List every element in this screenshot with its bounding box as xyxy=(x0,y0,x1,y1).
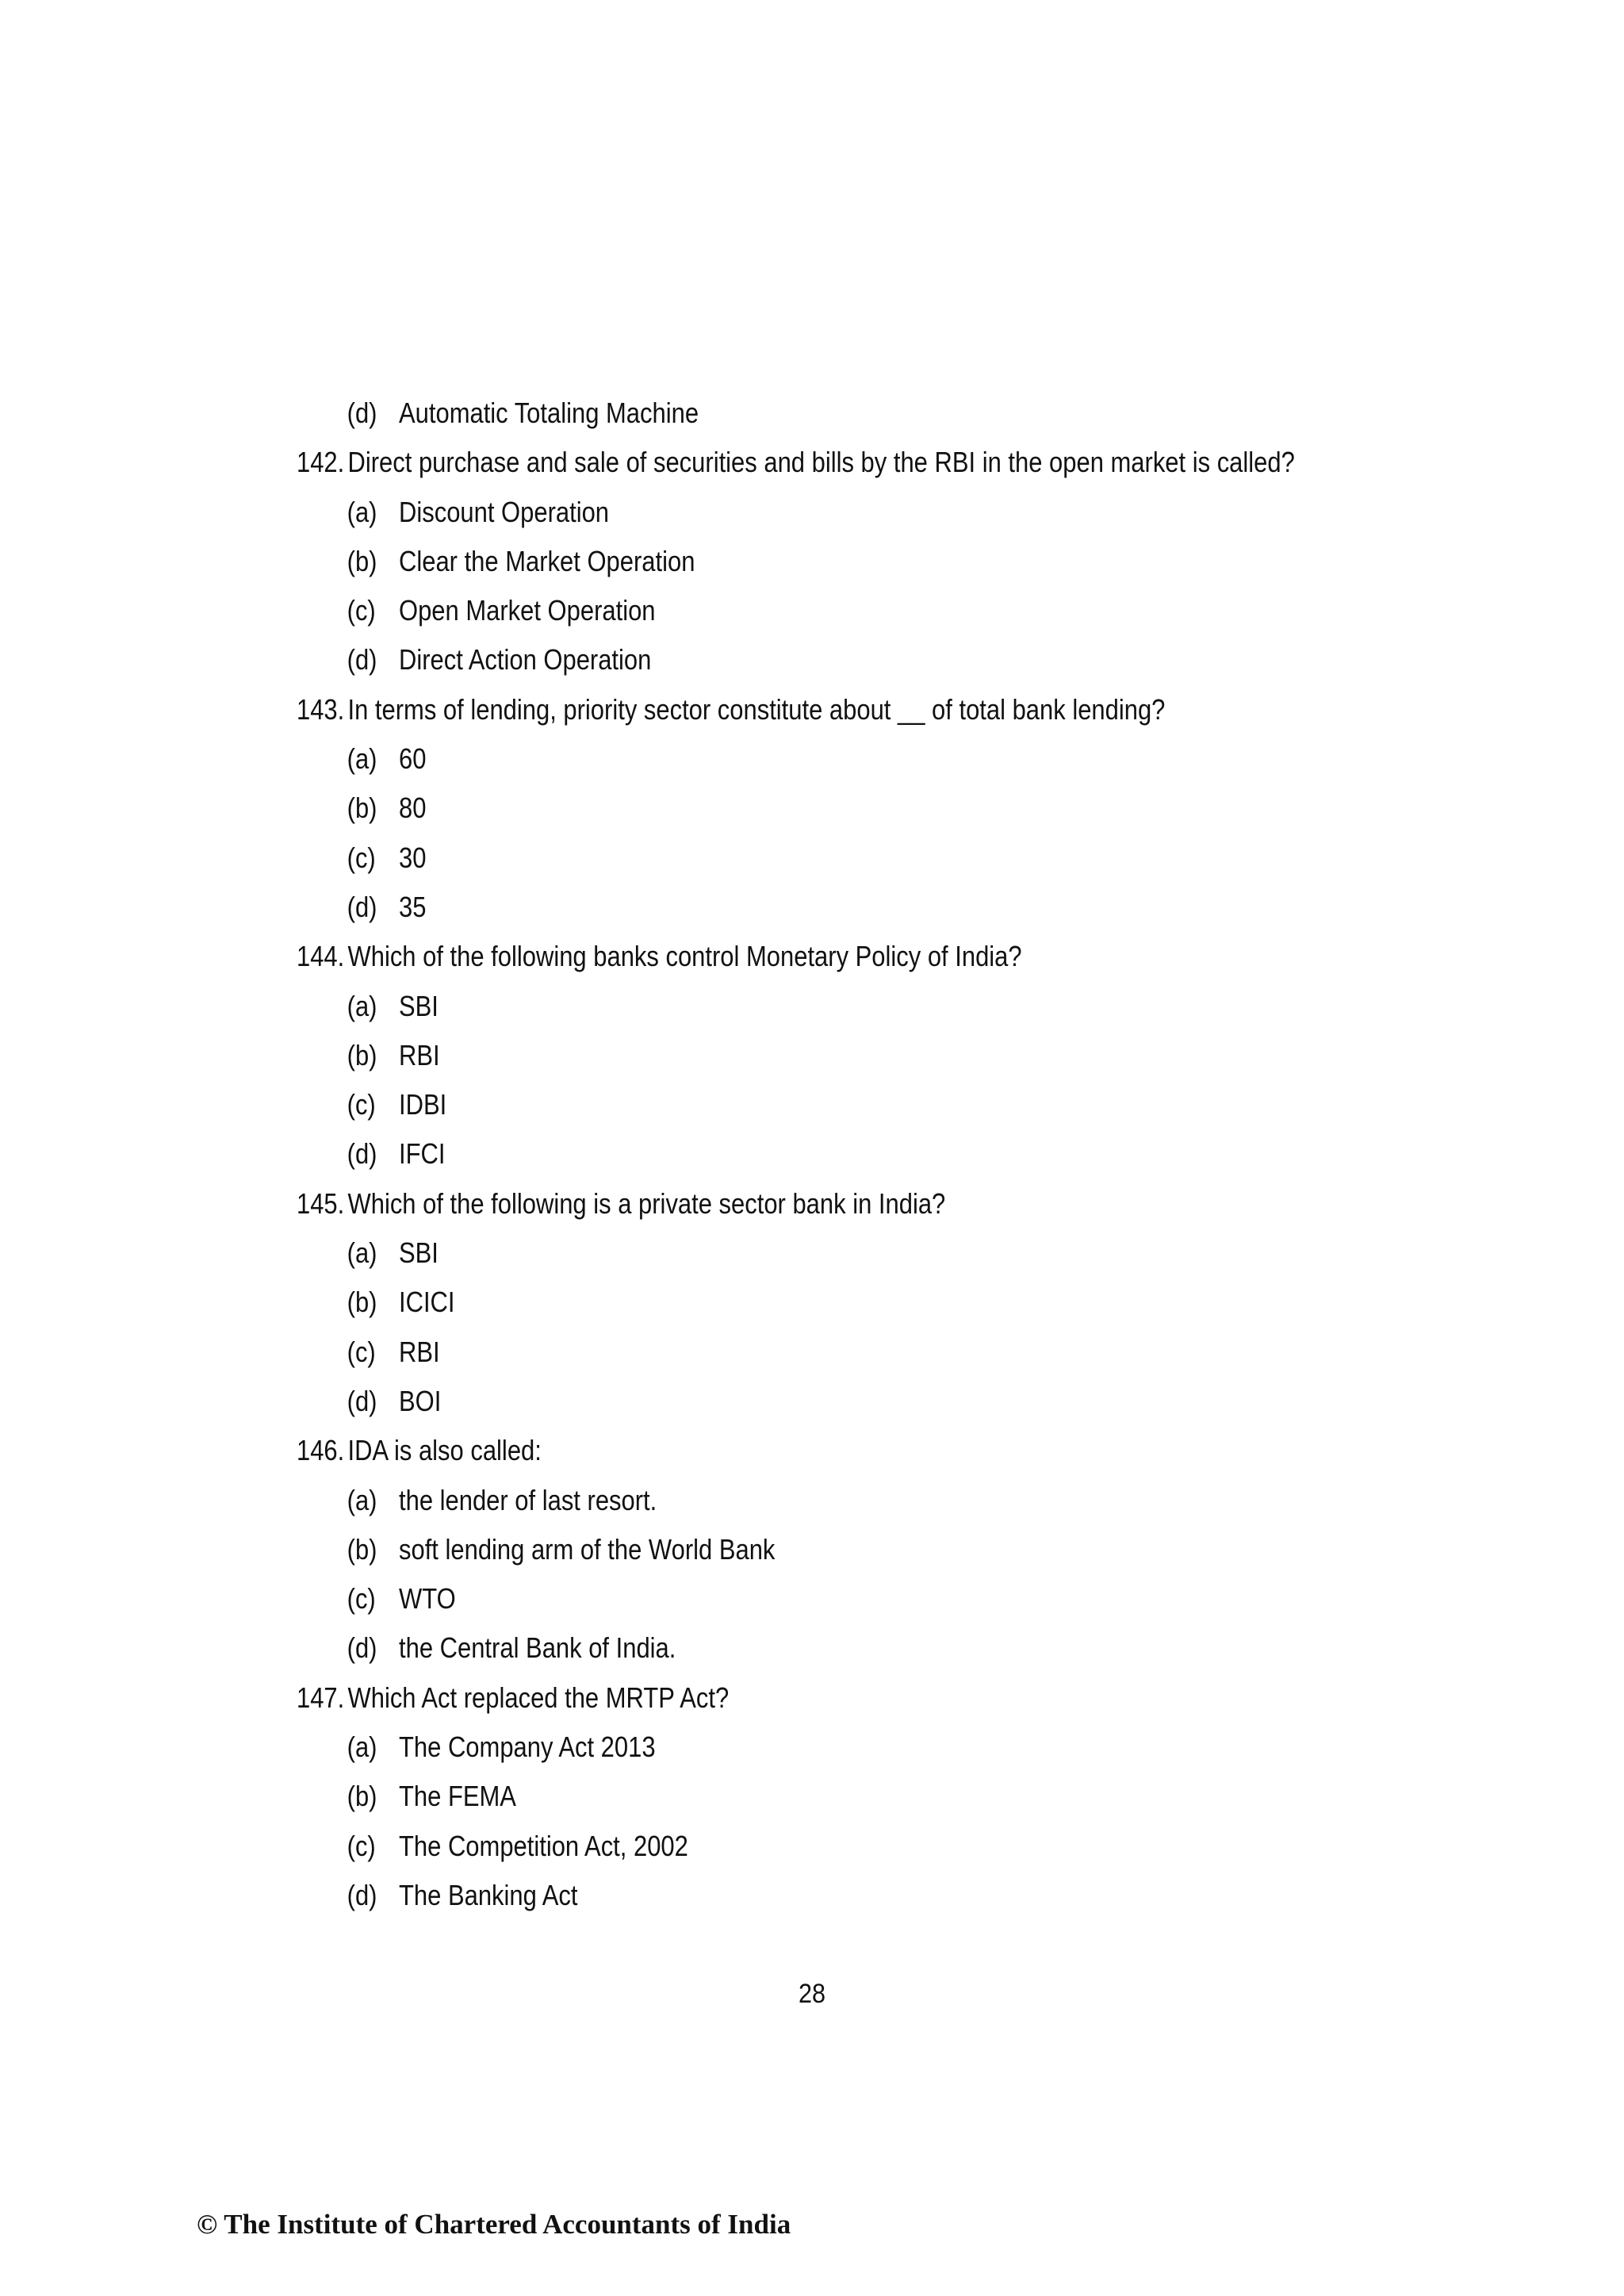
option-text: the lender of last resort. xyxy=(399,1483,657,1516)
option-label: (b) xyxy=(347,1038,377,1071)
option-line xyxy=(297,834,1285,883)
option-label: (b) xyxy=(347,1532,377,1566)
question-144 xyxy=(297,932,1285,981)
option-line xyxy=(297,1129,1285,1179)
option-line xyxy=(297,1031,1285,1080)
question-text: Which of the following is a private sector bank in India? xyxy=(347,1186,946,1220)
question-number: 144. xyxy=(297,940,345,973)
option-text: soft lending arm of the World Bank xyxy=(399,1532,776,1566)
option-text: IFCI xyxy=(399,1137,446,1171)
option-text: 30 xyxy=(399,841,427,874)
option-text: Open Market Operation xyxy=(399,594,656,627)
option-text: The FEMA xyxy=(399,1780,516,1813)
question-number: 142. xyxy=(297,446,345,479)
question-142 xyxy=(297,438,1295,487)
option-text: SBI xyxy=(399,989,439,1022)
option-label: (d) xyxy=(347,1384,377,1417)
option-label: (c) xyxy=(347,1335,376,1368)
option-line xyxy=(297,1822,1285,1871)
option-line xyxy=(297,586,1285,635)
option-line xyxy=(297,1377,1285,1426)
option-label: (c) xyxy=(347,1088,376,1121)
option-line xyxy=(297,1723,1285,1772)
option-line xyxy=(297,1871,1285,1920)
page-number: 28 xyxy=(798,1979,826,2009)
question-143 xyxy=(297,685,1285,734)
option-text: the Central Bank of India. xyxy=(399,1631,676,1665)
option-label: (b) xyxy=(347,1780,377,1813)
option-label: (d) xyxy=(347,890,377,923)
option-text: Direct Action Operation xyxy=(399,643,652,677)
option-line xyxy=(297,1476,1285,1525)
question-text: In terms of lending, priority sector constitute about __ of total bank lending? xyxy=(347,692,1166,726)
option-text: 80 xyxy=(399,792,427,825)
option-text: RBI xyxy=(399,1038,440,1071)
question-145 xyxy=(297,1179,1285,1228)
question-number: 146. xyxy=(297,1434,345,1467)
option-text: The Banking Act xyxy=(399,1878,578,1911)
question-text: IDA is also called: xyxy=(347,1434,542,1467)
option-text: SBI xyxy=(399,1236,439,1270)
option-label: (b) xyxy=(347,1286,377,1319)
question-text: Direct purchase and sale of securities and bills by the RBI in the open market is called? xyxy=(347,446,1295,479)
option-text: Automatic Totaling Machine xyxy=(399,397,699,429)
option-text: 35 xyxy=(399,890,427,923)
option-label: (c) xyxy=(347,841,376,874)
option-line xyxy=(297,1228,1285,1278)
option-line xyxy=(297,1328,1285,1377)
option-label: (d) xyxy=(347,1878,377,1911)
option-label: (a) xyxy=(347,989,377,1022)
option-label: (c) xyxy=(347,1582,376,1616)
question-number: 147. xyxy=(297,1681,345,1714)
option-line xyxy=(297,635,1285,684)
option-line xyxy=(297,1574,1285,1623)
option-label: (d) xyxy=(347,1631,377,1665)
option-line xyxy=(297,537,1285,586)
option-label: (a) xyxy=(347,1236,377,1270)
option-label: (a) xyxy=(347,495,377,528)
question-147 xyxy=(297,1673,1285,1723)
option-text: The Competition Act, 2002 xyxy=(399,1829,688,1862)
question-text: Which of the following banks control Monetary Policy of India? xyxy=(347,940,1022,973)
option-line xyxy=(297,1772,1285,1821)
option-text: 60 xyxy=(399,742,427,776)
option-text: ICICI xyxy=(399,1286,455,1319)
question-146 xyxy=(297,1426,1285,1475)
option-label: (a) xyxy=(347,1731,377,1764)
option-label: (d) xyxy=(347,397,377,429)
question-list xyxy=(297,389,1446,1920)
option-line xyxy=(297,883,1285,932)
question-number: 145. xyxy=(297,1186,345,1220)
option-line xyxy=(297,1278,1285,1327)
option-text: BOI xyxy=(399,1384,442,1417)
option-text: Clear the Market Operation xyxy=(399,544,695,577)
option-line xyxy=(297,1623,1285,1673)
option-label: (c) xyxy=(347,594,376,627)
question-text: Which Act replaced the MRTP Act? xyxy=(347,1681,730,1714)
option-line xyxy=(297,488,1285,537)
option-text: IDBI xyxy=(399,1088,447,1121)
option-line xyxy=(297,1080,1285,1129)
option-label: (b) xyxy=(347,544,377,577)
option-line xyxy=(297,389,1285,438)
option-label: (c) xyxy=(347,1829,376,1862)
option-text: The Company Act 2013 xyxy=(399,1731,656,1764)
footer-copyright: © The Institute of Chartered Accountants of India xyxy=(197,2209,791,2240)
option-text: WTO xyxy=(399,1582,456,1616)
option-line xyxy=(297,734,1285,784)
option-label: (b) xyxy=(347,792,377,825)
option-text: Discount Operation xyxy=(399,495,610,528)
option-label: (d) xyxy=(347,643,377,677)
option-line xyxy=(297,982,1285,1031)
option-label: (a) xyxy=(347,1483,377,1516)
option-line xyxy=(297,1525,1285,1574)
question-number: 143. xyxy=(297,692,345,726)
option-line xyxy=(297,784,1285,833)
option-label: (a) xyxy=(347,742,377,776)
option-text: RBI xyxy=(399,1335,440,1368)
option-label: (d) xyxy=(347,1137,377,1171)
